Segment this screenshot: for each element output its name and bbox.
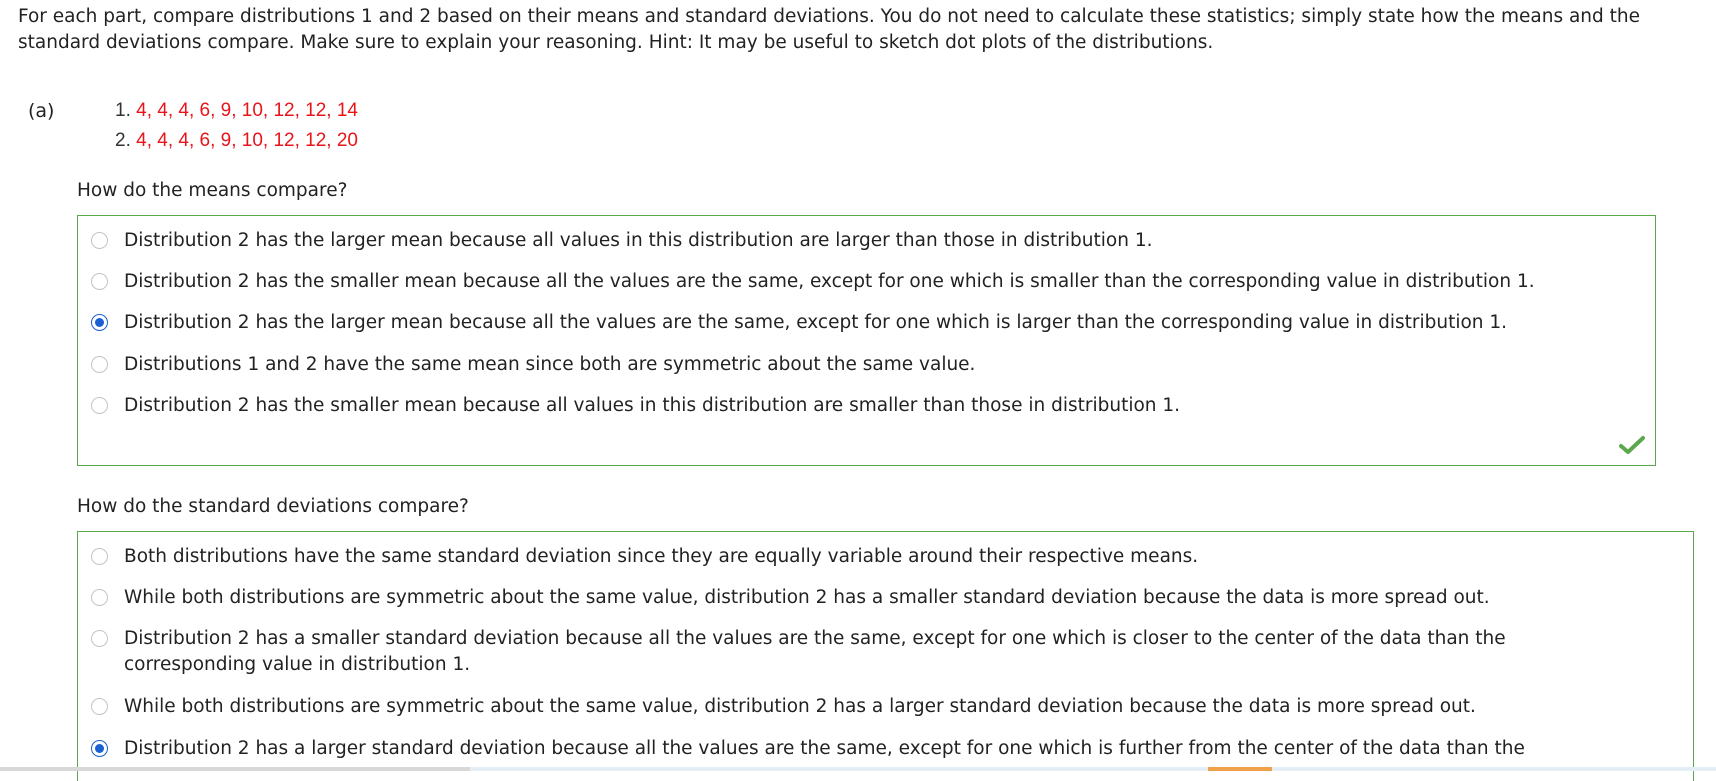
option-label: Distribution 2 has a larger standard deviation because all the values are the same, except for one which is further from the center of the data than the: [124, 738, 1525, 759]
distribution-values: 4, 4, 4, 6, 9, 10, 12, 12, 20: [136, 130, 358, 151]
radio-button[interactable]: [91, 698, 108, 715]
bar-segment: [0, 767, 470, 771]
distribution-1: [115, 100, 358, 122]
std-dev-question: How do the standard deviations compare?: [77, 496, 469, 517]
radio-button-selected[interactable]: [91, 314, 108, 331]
radio-button[interactable]: [91, 630, 108, 647]
option-label: Distribution 2 has the smaller mean because all values in this distribution are smaller than those in distribution 1.: [124, 395, 1181, 416]
radio-button[interactable]: [91, 589, 108, 606]
std-dev-answer-box: [77, 531, 1694, 781]
checkmark-icon: [1619, 435, 1645, 455]
distribution-number: 2.: [115, 130, 131, 151]
distribution-number: 1.: [115, 100, 131, 121]
option-label: Distribution 2 has the larger mean because all values in this distribution are larger than those in distribution 1.: [124, 230, 1153, 251]
distribution-2: [115, 130, 358, 152]
distribution-values: 4, 4, 4, 6, 9, 10, 12, 12, 14: [136, 100, 358, 121]
radio-button[interactable]: [91, 356, 108, 373]
radio-button[interactable]: [91, 397, 108, 414]
option-label: Distribution 2 has the smaller mean because all the values are the same, except for one which is smaller than the corresponding value in distribution 1.: [124, 271, 1535, 292]
means-answer-box: [77, 215, 1656, 466]
means-question: How do the means compare?: [77, 180, 348, 201]
option-label: Distribution 2 has the larger mean because all the values are the same, except for one which is larger than the corresponding value in distribution 1.: [124, 312, 1508, 333]
bottom-scroll-strip: [0, 767, 1716, 771]
radio-button[interactable]: [91, 548, 108, 565]
bar-segment: [470, 767, 1716, 771]
instructions-text: For each part, compare distributions 1 and 2 based on their means and standard deviations. You do not need to calculate these statistics; simply state how the means and the standard deviations compare. Make sure to explain your reasoning. Hint: It may be useful to sketch dot plots of the distributions.: [18, 6, 1641, 53]
option-label: While both distributions are symmetric about the same value, distribution 2 has a smaller standard deviation because the data is more spread out.: [124, 587, 1490, 608]
option-label: Distributions 1 and 2 have the same mean since both are symmetric about the same value.: [124, 354, 976, 375]
part-label: (a): [28, 100, 55, 122]
bar-segment-highlight: [1208, 767, 1272, 771]
option-label: While both distributions are symmetric about the same value, distribution 2 has a larger standard deviation because the data is more spread out.: [124, 696, 1476, 717]
option-label: Distribution 2 has a smaller standard deviation because all the values are the same, except for one which is closer to the center of the data than the corresponding value in distribution 1.: [124, 628, 1506, 675]
radio-button-selected[interactable]: [91, 740, 108, 757]
radio-button[interactable]: [91, 232, 108, 249]
radio-button[interactable]: [91, 273, 108, 290]
option-label: Both distributions have the same standard deviation since they are equally variable around their respective means.: [124, 546, 1199, 567]
